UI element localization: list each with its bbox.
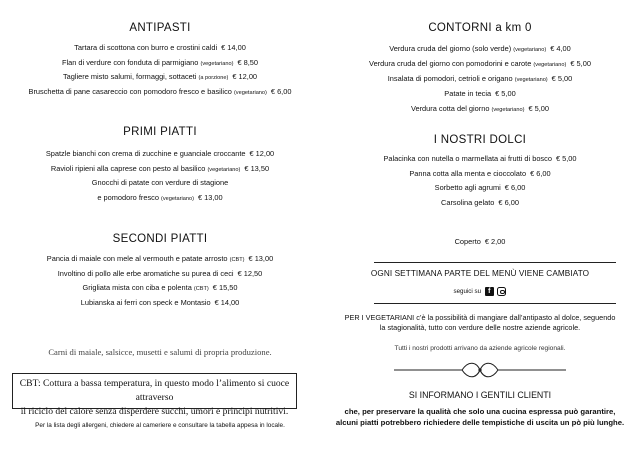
menu-item — [320, 59, 640, 70]
menu-item — [0, 178, 320, 188]
item-name: Pancia di maiale con mele al vermouth e patate arrosto — [46, 254, 228, 263]
item-name: Verdura cruda del giorno con pomodorini e carote — [369, 59, 532, 68]
menu-item — [0, 72, 320, 83]
menu-item — [320, 44, 640, 55]
weekly-bottom-rule — [374, 303, 616, 304]
item-price: € 13,00 — [248, 254, 274, 263]
coperto-line — [320, 237, 640, 247]
farms-note: Tutti i nostri prodotti arrivano da aziende agricole regionali. — [394, 345, 566, 352]
weekly-title: OGNI SETTIMANA PARTE DEL MENÙ VIENE CAMBIATO — [370, 269, 590, 278]
right-column — [320, 0, 640, 452]
menu-item — [0, 269, 320, 279]
cbt-line-1: CBT: Cottura a bassa temperatura, in questo modo l’alimento si cuoce attraverso — [19, 378, 290, 403]
item-note: (vegetariano) — [233, 89, 267, 96]
item-price: € 5,00 — [495, 89, 516, 98]
item-name: Spatzle bianchi con crema di zucchine e guanciale croccante — [45, 149, 246, 158]
item-name: Flan di verdure con fonduta di parmigiano — [62, 57, 199, 67]
item-note: (a porzione) — [198, 75, 229, 81]
coperto-price: € 2,00 — [484, 237, 506, 246]
menu-item — [320, 198, 640, 208]
follow-label: seguici su — [453, 288, 482, 296]
vegetarian-line-2: la stagionalità, tutto con verdure delle nostre aziende agricole. — [379, 323, 581, 332]
vegetarian-line-1: PER I VEGETARIANI c’è la possibilità di mangiare dall’antipasto al dolce, seguendo — [344, 313, 616, 322]
menu-item — [0, 283, 320, 294]
item-note: (vegetariano) — [514, 77, 548, 83]
cbt-box — [12, 373, 297, 417]
item-price: € 6,00 — [498, 197, 519, 207]
item-note: (CBT) — [193, 286, 209, 292]
item-name: Lubianska ai ferri con speck e Montasio — [80, 297, 211, 307]
production-note: Carni di maiale, salsicce, musetti e salumi di propria produzione. — [48, 347, 272, 357]
item-name: Carsolina gelato — [441, 197, 495, 207]
item-price: € 14,00 — [214, 297, 240, 307]
item-price: € 13,50 — [244, 163, 270, 173]
item-price: € 6,00 — [504, 183, 526, 192]
item-note: (vegetariano) — [491, 107, 525, 113]
item-name: Ravioli ripieni alla caprese con pesto al basilico — [50, 163, 206, 173]
item-name: Tartara di scottona con burro e crostini caldi — [74, 43, 218, 52]
item-name: Tagliere misto salumi, formaggi, sottaceti — [62, 72, 197, 81]
item-price: € 5,00 — [528, 104, 550, 113]
item-name: Sorbetto agli agrumi — [434, 183, 501, 192]
menu-item — [320, 89, 640, 99]
coperto-label: Coperto — [454, 237, 481, 246]
menu-item — [0, 149, 320, 159]
secondi-title: SECONDI PIATTI — [112, 233, 208, 245]
item-price: € 12,50 — [237, 268, 263, 278]
vegetarian-note — [320, 313, 640, 333]
item-price: € 4,00 — [550, 44, 571, 53]
clients-line-2: alcuni piatti potrebbero richiedere delle tempistiche di uscita un pò più lunghe. — [335, 418, 625, 427]
allergen-note: Per la lista degli allergeni, chiedere al cameriere e consultare la tabella appesa in locale. — [35, 422, 285, 429]
item-name: Involtino di pollo alle erbe aromatiche su purea di ceci — [57, 268, 234, 278]
item-name: Patate in tecia — [444, 89, 492, 98]
menu-item — [320, 74, 640, 85]
menu-item — [0, 87, 320, 98]
cbt-line-2: il riciclo del calore senza disperdere succhi, umori e principi nutritivi. — [20, 406, 289, 417]
clients-note — [320, 406, 640, 428]
menu-item — [320, 154, 640, 164]
antipasti-title: ANTIPASTI — [129, 22, 191, 34]
menu-item — [0, 58, 320, 69]
item-price: € 8,50 — [237, 57, 258, 67]
item-name: e pomodoro fresco — [97, 192, 159, 202]
item-price: € 12,00 — [232, 72, 258, 81]
item-price: € 6,00 — [270, 86, 292, 96]
item-price: € 5,00 — [555, 154, 577, 163]
item-price: € 5,00 — [570, 59, 591, 68]
item-note: (vegetariano) — [513, 47, 547, 53]
item-price: € 13,00 — [197, 192, 223, 202]
menu-item — [0, 164, 320, 175]
item-name: Palacinka con nutella o marmellata ai frutti di bosco — [383, 154, 552, 163]
menu-item — [320, 183, 640, 193]
menu-item — [320, 169, 640, 179]
item-price: € 12,00 — [249, 149, 275, 158]
item-name: Verdura cruda del giorno (solo verde) — [389, 44, 512, 53]
menu-item — [0, 43, 320, 53]
menu-item — [0, 193, 320, 204]
instagram-icon[interactable] — [497, 287, 506, 296]
item-note: (vegetariano) — [207, 166, 241, 173]
item-price: € 14,00 — [221, 43, 246, 52]
weekly-top-rule — [374, 262, 616, 263]
item-name: Verdura cotta del giorno — [410, 104, 490, 113]
item-price: € 15,50 — [212, 283, 238, 292]
item-name: Panna cotta alla menta e cioccolato — [409, 168, 527, 178]
facebook-icon[interactable]: f — [485, 287, 494, 296]
item-note: (vegetariano) — [533, 62, 567, 68]
item-note: (CBT) — [229, 257, 245, 263]
item-note: (vegetariano) — [200, 60, 234, 67]
item-name: Gnocchi di patate con verdure di stagione — [91, 178, 229, 187]
item-price: € 6,00 — [530, 168, 551, 178]
flourish-divider-icon — [392, 357, 568, 383]
item-name: Bruschetta di pane casareccio con pomodoro fresco e basilico — [28, 86, 232, 96]
item-price: € 5,00 — [551, 74, 573, 83]
dolci-title: I NOSTRI DOLCI — [433, 134, 527, 146]
item-name: Insalata di pomodori, cetrioli e origano — [387, 74, 513, 83]
menu-item — [0, 298, 320, 308]
clients-line-1: che, per preservare la qualità che solo una cucina espressa può garantire, — [344, 407, 616, 416]
contorni-title: CONTORNI a km 0 — [428, 22, 532, 34]
primi-title: PRIMI PIATTI — [123, 126, 197, 138]
clients-title: SI INFORMANO I GENTILI CLIENTI — [408, 390, 552, 400]
item-note: (vegetariano) — [161, 195, 194, 202]
item-name: Grigliata mista con ciba e polenta — [82, 283, 192, 292]
social-row — [320, 287, 640, 296]
menu-item — [320, 104, 640, 115]
menu-item — [0, 254, 320, 265]
